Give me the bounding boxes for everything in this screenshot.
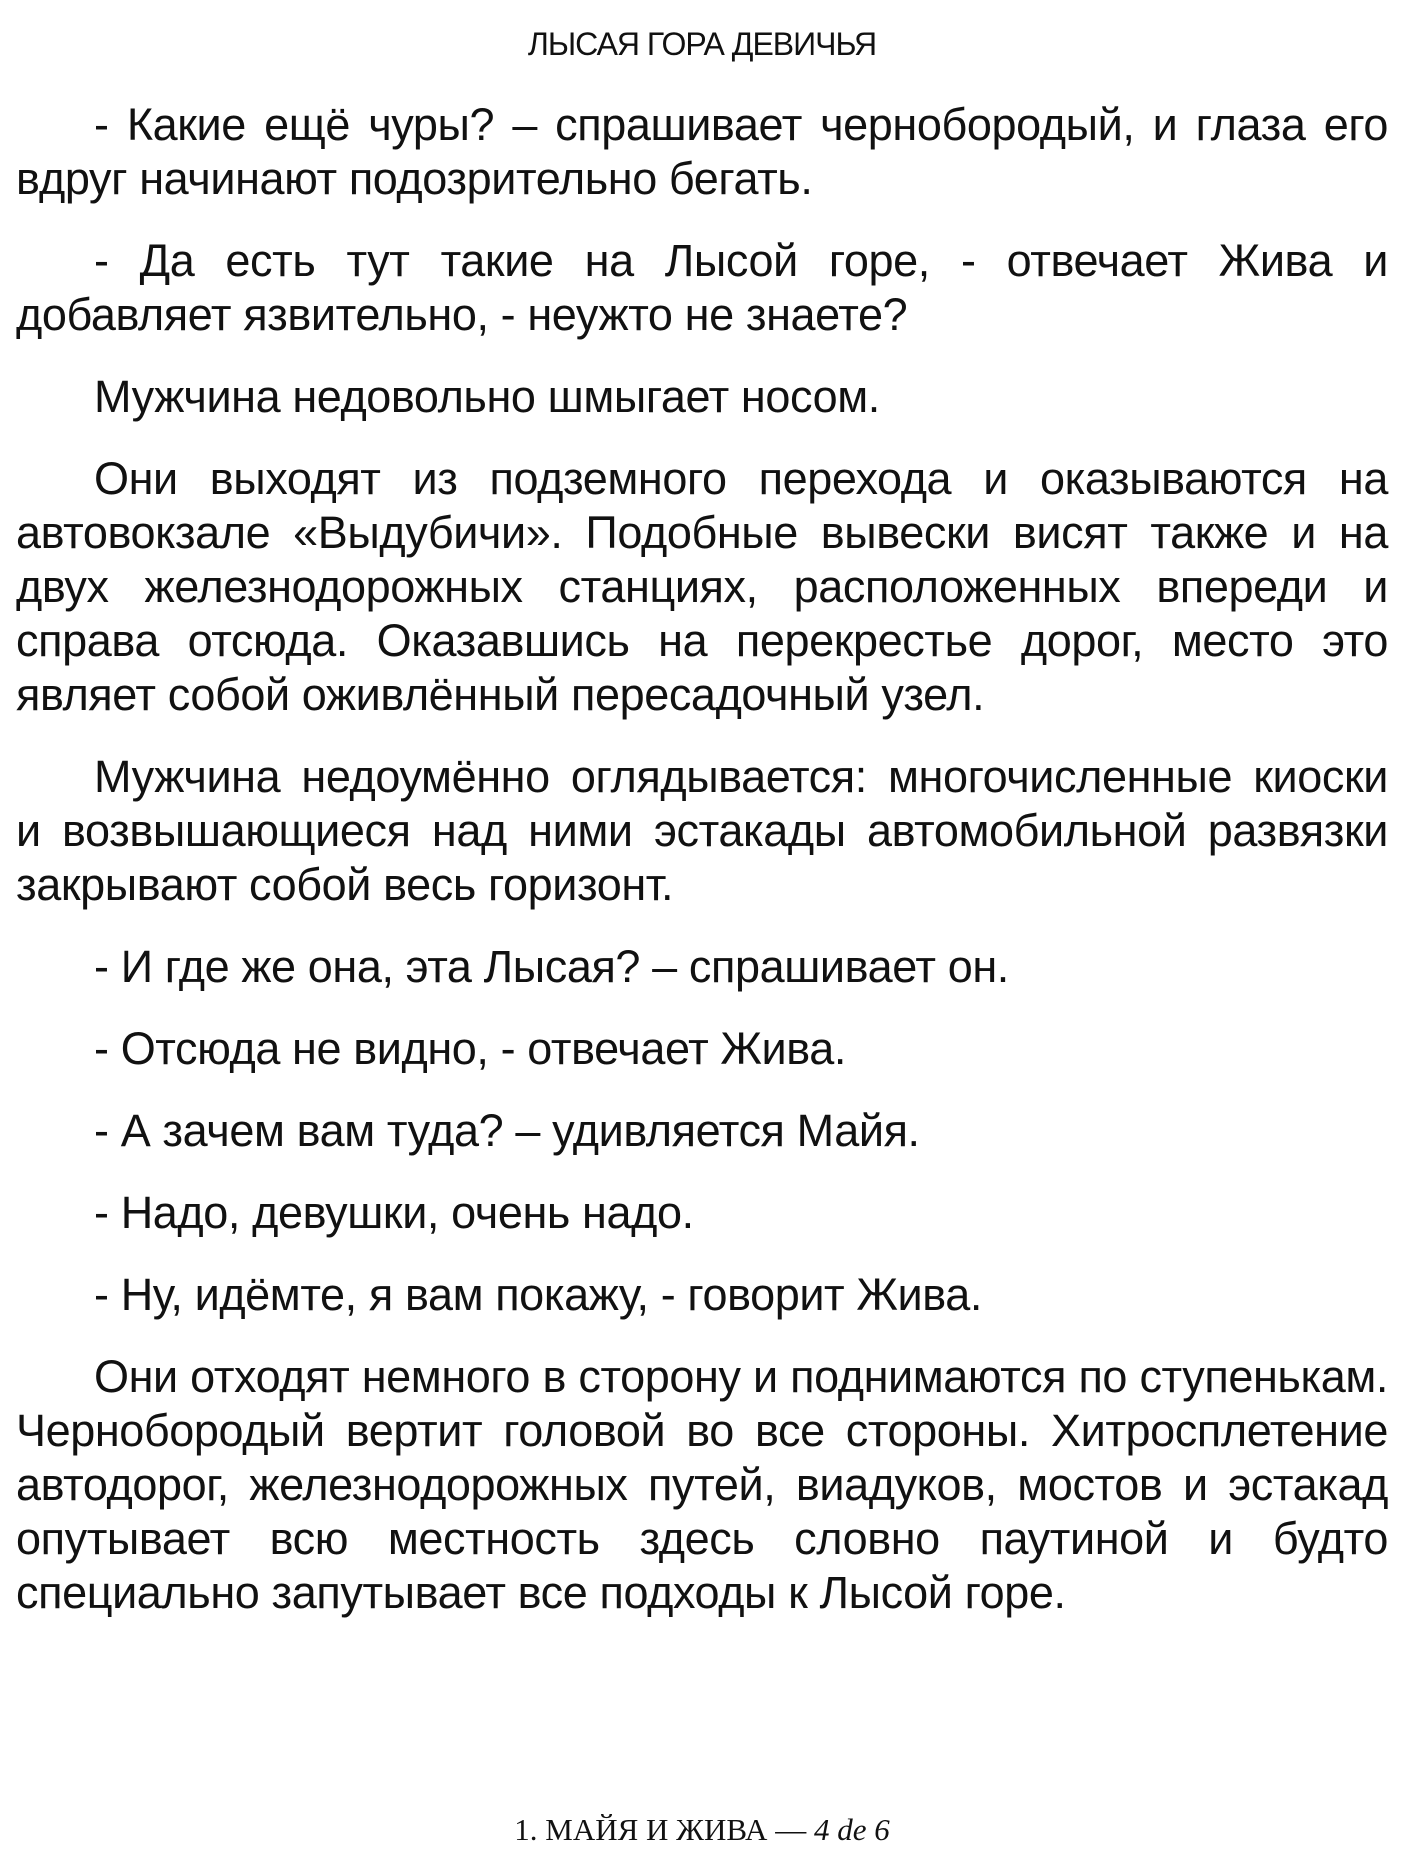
page-footer xyxy=(16,1810,1388,1850)
paragraph: Мужчина недоумённо оглядывается: многочисленные киоски и возвышающиеся над ними эстакады автомобильной развязки закрывают собой весь горизонт. xyxy=(16,751,1388,910)
book-page xyxy=(16,0,1388,1872)
running-header: ЛЫСАЯ ГОРА ДЕВИЧЬЯ xyxy=(527,26,877,62)
paragraph: Они выходят из подземного перехода и оказываются на автовокзале «Выдубичи». Подобные вывески висят также и на двух железнодорожных станциях, расположенных впереди и справа отсюда. Оказавшись на перекрестье дорог, место это являет собой оживлённый пересадочный узел. xyxy=(16,453,1388,720)
paragraph: - Отсюда не видно, - отвечает Жива. xyxy=(94,1023,847,1074)
paragraph: Мужчина недовольно шмыгает носом. xyxy=(94,371,880,422)
paragraph: - Какие ещё чуры? – спрашивает чернобородый, и глаза его вдруг начинают подозрительно бегать. xyxy=(16,99,1388,204)
paragraph: - Надо, девушки, очень надо. xyxy=(94,1187,694,1238)
paragraph: - Ну, идёмте, я вам покажу, - говорит Жива. xyxy=(94,1269,982,1320)
text-body xyxy=(16,98,1388,1648)
footer-page-number: 4 de 6 xyxy=(813,1812,890,1847)
paragraph: - И где же она, эта Лысая? – спрашивает он. xyxy=(94,941,1009,992)
footer-chapter: 1. МАЙЯ И ЖИВА — xyxy=(514,1812,807,1847)
paragraph: - Да есть тут такие на Лысой горе, - отвечает Жива и добавляет язвительно, - неужто не знаете? xyxy=(16,235,1388,340)
paragraph: Они отходят немного в сторону и поднимаются по ступенькам. Чернобородый вертит головой во все стороны. Хитросплетение автодорог, железнодорожных путей, виадуков, мостов и эстакад опутывает всю местность здесь словно паутиной и будто специально запутывает все подходы к Лысой горе. xyxy=(16,1351,1388,1618)
paragraph: - А зачем вам туда? – удивляется Майя. xyxy=(94,1105,920,1156)
